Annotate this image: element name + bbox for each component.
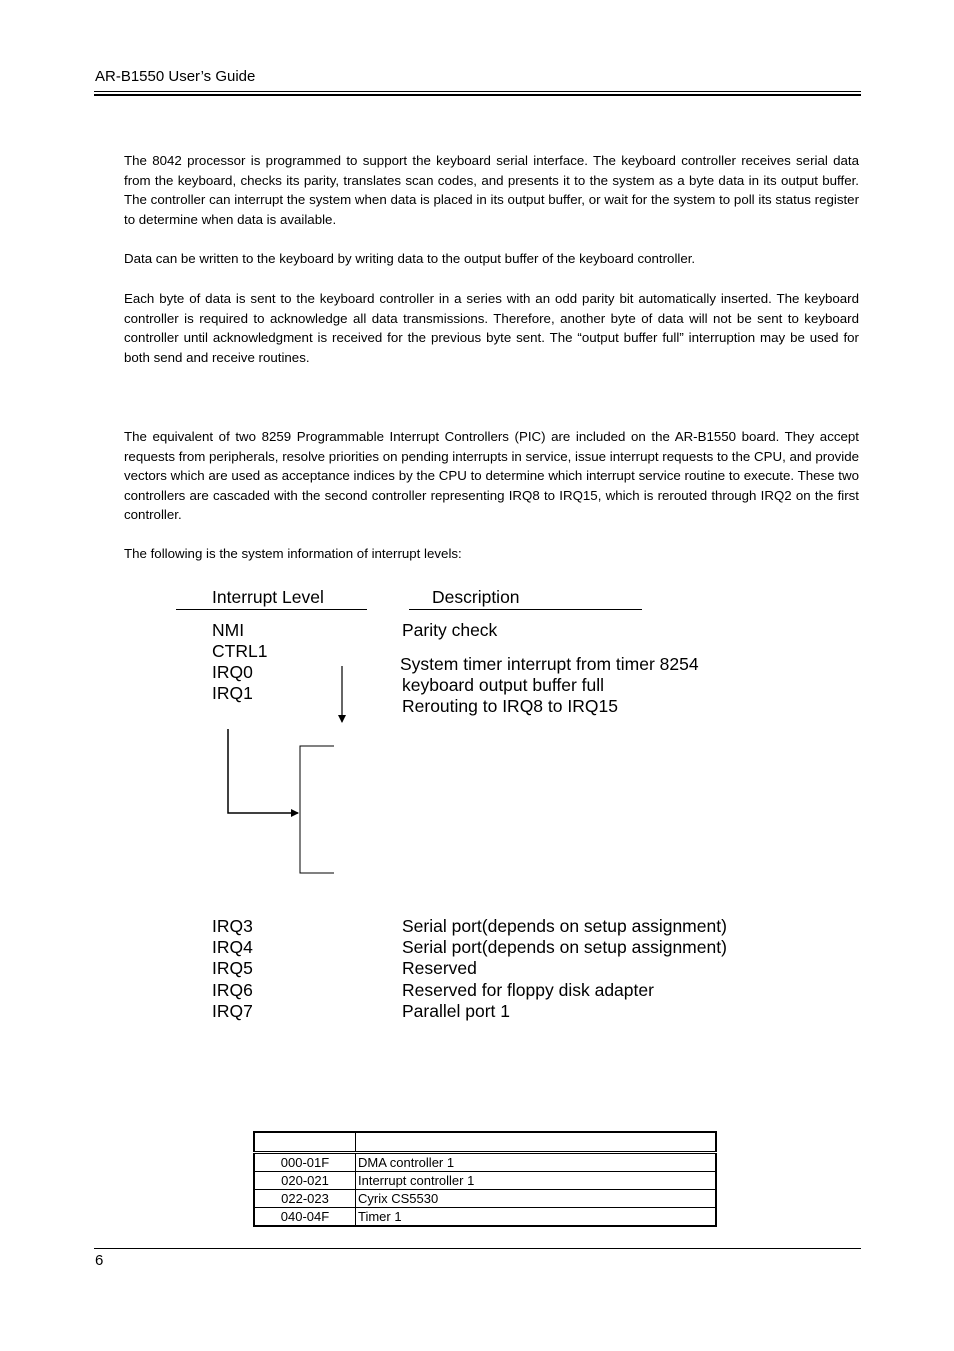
paragraph-keyboard-controller: The 8042 processor is programmed to support the keyboard serial interface. The keyboard controller receives serial data from the keyboard, checks its parity, translates scan codes, and presents it to the system as a byte data in its output buffer. The controller can interrupt the system when data is placed in its output buffer, or wait for the system to poll its status register to determine when data is available.: [124, 153, 859, 227]
table-cell-device: Interrupt controller 1: [356, 1172, 717, 1190]
interrupt-level-irq5: IRQ5: [212, 958, 253, 978]
paragraph-interrupt-intro: The following is the system information of interrupt levels:: [124, 546, 462, 561]
desc-rerouting: Rerouting to IRQ8 to IRQ15: [402, 696, 618, 716]
table-row: [254, 1190, 716, 1208]
paragraph-keyboard-write: Data can be written to the keyboard by writing data to the output buffer of the keyboard controller.: [124, 251, 696, 266]
table-cell-device: DMA controller 1: [356, 1153, 717, 1172]
interrupt-level-irq0: IRQ0: [212, 662, 253, 682]
table-cell-address: 000-01F: [254, 1153, 356, 1172]
table-header-row: [254, 1132, 716, 1153]
bracket-line: [300, 746, 334, 873]
interrupt-level-irq7: IRQ7: [212, 1001, 253, 1021]
desc-irq3: Serial port(depends on setup assignment): [402, 916, 727, 936]
interrupt-level-irq4: IRQ4: [212, 937, 253, 957]
interrupt-level-nmi: NMI: [212, 620, 245, 640]
table-row: [254, 1153, 716, 1172]
table-header-device: [356, 1132, 717, 1153]
desc-irq7: Parallel port 1: [402, 1001, 510, 1021]
interrupt-level-irq3: IRQ3: [212, 916, 253, 936]
interrupt-level-irq6: IRQ6: [212, 980, 253, 1000]
table-row: [254, 1208, 716, 1227]
desc-irq4: Serial port(depends on setup assignment): [402, 937, 727, 957]
cascade-arrow-line: [228, 729, 298, 813]
desc-irq6: Reserved for floppy disk adapter: [402, 980, 654, 1000]
page-number: 6: [95, 1252, 104, 1269]
table-cell-device: Cyrix CS5530: [356, 1190, 717, 1208]
interrupt-level-heading: Interrupt Level: [212, 587, 324, 607]
table-cell-device: Timer 1: [356, 1208, 717, 1227]
table-header-address: [254, 1132, 356, 1153]
paragraph-parity: Each byte of data is sent to the keyboard controller in a series with an odd parity bit automatically inserted. The keyboard controller is required to acknowledge all data transmissions. Therefore, another byte of data will not be sent to keyboard controller until acknowledgment is received for the previous byte sent. The “output buffer full” interruption may be used for both send and receive routines.: [124, 291, 859, 365]
desc-parity-check: Parity check: [402, 620, 498, 640]
paragraph-interrupt-controller: The equivalent of two 8259 Programmable Interrupt Controllers (PIC) are included on the AR-B1550 board. They accept requests from peripherals, resolve priorities on pending interrupts in service, issue interrupt requests to the CPU, and provide vectors which are used as acceptance indices by the CPU to determine which interrupt service routine to execute. These two controllers are cascaded with the second controller representing IRQ8 to IRQ15, which is rerouted through IRQ2 on the first controller.: [124, 429, 859, 522]
running-header-title: AR-B1550 User’s Guide: [95, 68, 256, 85]
description-heading: Description: [432, 587, 520, 607]
footer-rule: [94, 1248, 861, 1249]
table-cell-address: 040-04F: [254, 1208, 356, 1227]
interrupt-level-irq1: IRQ1: [212, 683, 253, 703]
table-cell-address: 022-023: [254, 1190, 356, 1208]
desc-system-timer: System timer interrupt from timer 8254: [400, 654, 699, 674]
table-row: [254, 1172, 716, 1190]
interrupt-level-ctrl1: CTRL1: [212, 641, 268, 661]
desc-keyboard-buffer: keyboard output buffer full: [402, 675, 605, 695]
io-address-table: [253, 1131, 717, 1227]
table-cell-address: 020-021: [254, 1172, 356, 1190]
desc-irq5: Reserved: [402, 958, 477, 978]
